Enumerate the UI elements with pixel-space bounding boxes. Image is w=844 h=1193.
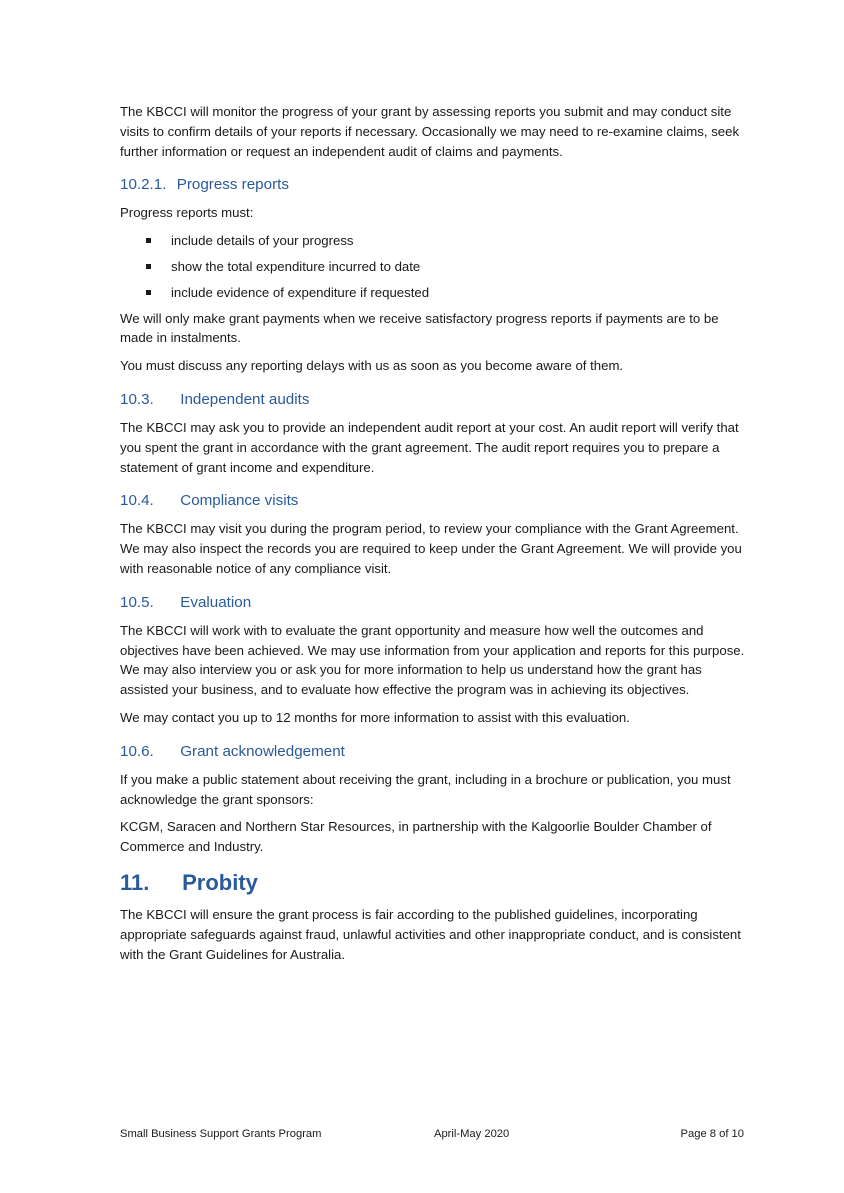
evaluation-paragraph-2: We may contact you up to 12 months for more information to assist with this evaluation. <box>120 709 630 725</box>
footer-date: April-May 2020 <box>434 1128 510 1140</box>
heading-number: 11. <box>120 869 150 895</box>
probity-paragraph: The KBCCI will ensure the grant process is fair according to the published guidelines, incorporating appropriate safeguards against fraud, unlawful activities and other inappropriate conduct, and is consistent with the Grant Guidelines for Australia. <box>120 906 741 962</box>
independent-audits-paragraph: The KBCCI may ask you to provide an independent audit report at your cost. An audit report will verify that you spent the grant in accordance with the grant agreement. The audit report requires you to prepare a statement of grant income and expenditure. <box>120 419 739 475</box>
list-item-text: include evidence of expenditure if requested <box>171 284 430 300</box>
list-item <box>120 283 746 303</box>
grant-acknowledgement-paragraph-2: KCGM, Saracen and Northern Star Resources, in partnership with the Kalgoorlie Boulder Chamber of Commerce and Industry. <box>120 819 712 855</box>
heading-title: Probity <box>182 869 258 895</box>
heading-number: 10.6. <box>120 742 154 760</box>
heading-number: 10.5. <box>120 593 154 611</box>
progress-reports-lead: Progress reports must: <box>120 205 254 221</box>
footer-program-name: Small Business Support Grants Program <box>120 1128 322 1140</box>
heading-number: 10.3. <box>120 390 154 408</box>
heading-title: Evaluation <box>180 593 252 611</box>
heading-number: 10.2.1. <box>120 176 167 194</box>
list-item-text: include details of your progress <box>171 233 354 249</box>
square-bullet-icon <box>146 290 151 295</box>
square-bullet-icon <box>146 264 151 269</box>
compliance-visits-paragraph: The KBCCI may visit you during the program period, to review your compliance with the Grant Agreement. We may also inspect the records you are required to keep under the Grant Agreement. We will provide you with reasonable notice of any compliance visit. <box>120 521 742 576</box>
heading-independent-audits <box>120 390 746 410</box>
intro-paragraph: The KBCCI will monitor the progress of your grant by assessing reports you submit and may conduct site visits to confirm details of your reports if necessary. Occasionally we may need to re-examine claims, seek further information or request an independent audit of claims and payments. <box>120 104 740 159</box>
heading-grant-acknowledgement <box>120 742 746 762</box>
progress-reports-list <box>120 231 746 302</box>
heading-progress-reports <box>120 175 746 195</box>
page-content <box>120 102 746 972</box>
heading-title: Independent audits <box>180 390 310 408</box>
square-bullet-icon <box>146 238 151 243</box>
evaluation-paragraph-1: The KBCCI will work with to evaluate the grant opportunity and measure how well the outcomes and objectives have been achieved. We may use information from your application and reports for this purpose. We may also interview you or ask you for more information to help us understand how the grant has assisted your business, and to evaluate how effective the program was in achieving its objectives. <box>120 622 745 698</box>
heading-probity <box>120 869 746 897</box>
list-item <box>120 231 746 251</box>
heading-title: Progress reports <box>176 176 289 194</box>
grant-acknowledgement-paragraph-1: If you make a public statement about receiving the grant, including in a brochure or publication, you must acknowledge the grant sponsors: <box>120 771 731 807</box>
heading-compliance-visits <box>120 491 746 511</box>
list-item-text: show the total expenditure incurred to date <box>171 258 421 274</box>
heading-title: Grant acknowledgement <box>180 742 345 760</box>
list-item <box>120 257 746 277</box>
footer-page-number: Page 8 of 10 <box>680 1128 744 1140</box>
heading-title: Compliance visits <box>180 492 299 510</box>
progress-reports-paragraph-1: We will only make grant payments when we receive satisfactory progress reports if payments are to be made in instalments. <box>120 310 719 346</box>
heading-evaluation <box>120 593 746 613</box>
progress-reports-paragraph-2: You must discuss any reporting delays with us as soon as you become aware of them. <box>120 358 624 374</box>
heading-number: 10.4. <box>120 492 154 510</box>
